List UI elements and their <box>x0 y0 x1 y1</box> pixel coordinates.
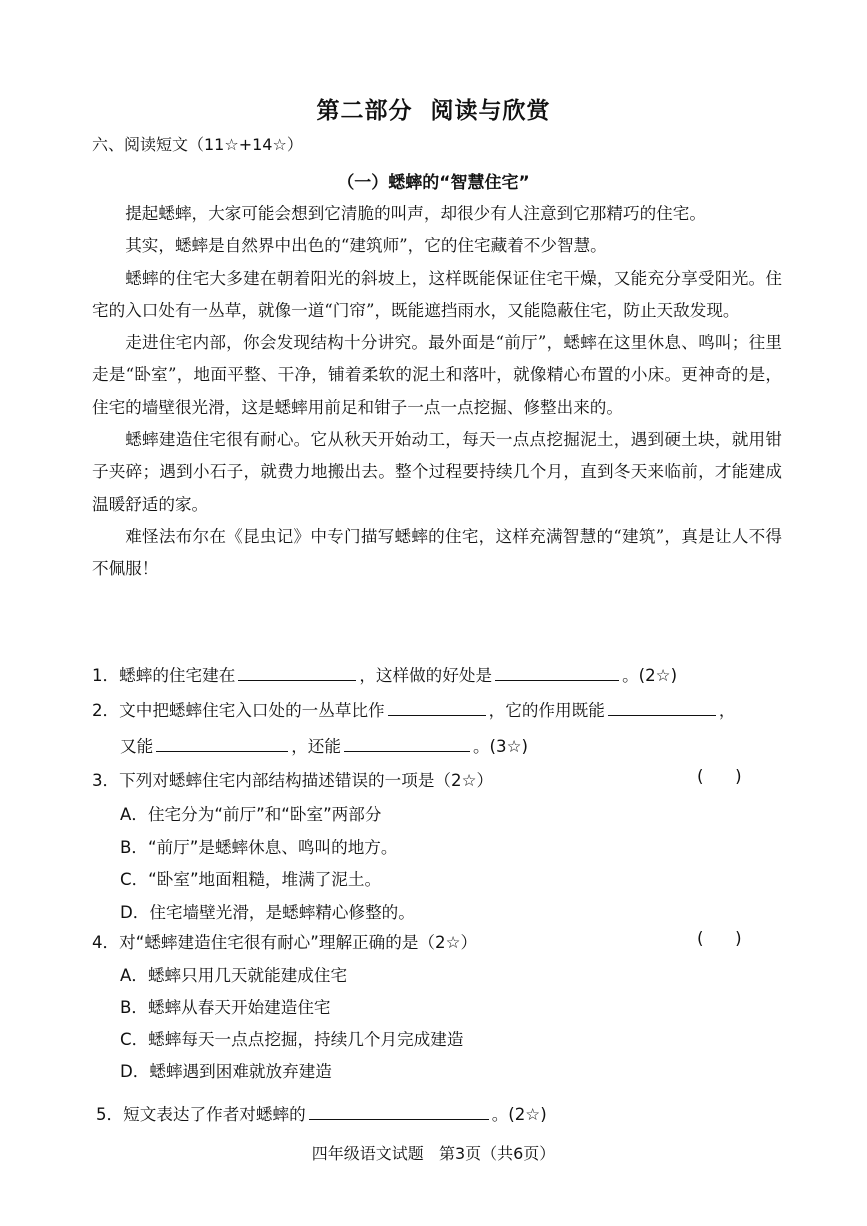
passage-paragraph: 走进住宅内部，你会发现结构十分讲究。最外面是“前厅”，蟋蟀在这里休息、鸣叫；往里走是“卧室”，地面平整、干净，铺着柔软的泥土和落叶，就像精心布置的小床。更神奇的是，住宅的墙壁很光滑，这是蟋蟀用前足和钳子一点一点挖掘、修整出来的。 <box>92 333 782 417</box>
q1-text-a: 1．蟋蟀的住宅建在 <box>92 666 236 685</box>
q2-answer-blank-1[interactable] <box>388 699 486 716</box>
part-title: 第二部分 阅读与欣赏 <box>316 98 551 124</box>
q3-answer-bracket[interactable]: ( ) <box>697 767 742 786</box>
q4-option-d[interactable]: D．蟋蟀遇到困难就放弃建造 <box>120 1062 332 1081</box>
q5-answer-blank[interactable] <box>309 1103 489 1120</box>
q2-text-a: 2．文中把蟋蟀住宅入口处的一丛草比作 <box>92 701 385 720</box>
reading-passage <box>92 198 782 586</box>
passage-paragraph: 其实，蟋蟀是自然界中出色的“建筑师”，它的住宅藏着不少智慧。 <box>125 236 607 256</box>
q2-text-b: ，它的作用既能 <box>488 701 605 720</box>
q1-answer-blank-2[interactable] <box>495 664 619 681</box>
question-5 <box>96 1101 547 1125</box>
q1-answer-blank-1[interactable] <box>238 664 356 681</box>
question-1 <box>92 662 677 686</box>
q1-text-c: 。(2☆) <box>622 666 678 685</box>
question-3: 3．下列对蟋蟀住宅内部结构描述错误的一项是（2☆） <box>92 771 494 790</box>
passage-paragraph: 蟋蟀的住宅大多建在朝着阳光的斜坡上，这样既能保证住宅干燥，又能充分享受阳光。住宅的入口处有一丛草，就像一道“门帘”，既能遮挡雨水，又能隐蔽住宅，防止天敌发现。 <box>92 268 782 320</box>
q4-option-b[interactable]: B．蟋蟀从春天开始建造住宅 <box>120 998 331 1017</box>
q2-text-d: 又能 <box>120 737 154 756</box>
passage-paragraph: 难怪法布尔在《昆虫记》中专门描写蟋蟀的住宅，这样充满智慧的“建筑”，真是让人不得不佩服！ <box>92 526 782 579</box>
q2-text-f: 。(3☆) <box>472 737 528 756</box>
section-title: 六、阅读短文（11☆+14☆） <box>92 135 303 154</box>
q3-option-b[interactable]: B．“前厅”是蟋蟀休息、鸣叫的地方。 <box>120 838 398 857</box>
q5-text-a: 5．短文表达了作者对蟋蟀的 <box>96 1105 306 1124</box>
q5-text-b: 。(2☆) <box>491 1105 547 1124</box>
q3-option-c[interactable]: C．“卧室”地面粗糙，堆满了泥土。 <box>120 870 382 889</box>
q1-text-b: ，这样做的好处是 <box>359 666 493 685</box>
passage-paragraph: 蟋蟀建造住宅很有耐心。它从秋天开始动工，每天一点点挖掘泥土，遇到硬土块，就用钳子夹碎；遇到小石子，就费力地搬出去。整个过程要持续几个月，直到冬天来临前，才能建成温暖舒适的家。 <box>92 430 782 514</box>
q2-text-c: ， <box>718 701 736 720</box>
q2-answer-blank-4[interactable] <box>344 735 470 752</box>
question-4: 4．对“蟋蟀建造住宅很有耐心”理解正确的是（2☆） <box>92 933 478 952</box>
q4-answer-bracket[interactable]: ( ) <box>697 929 742 948</box>
q2-text-e: ，还能 <box>291 737 341 756</box>
question-2 <box>92 697 735 721</box>
passage-title: （一）蟋蟀的“智慧住宅” <box>337 173 530 193</box>
q4-option-c[interactable]: C．蟋蟀每天一点点挖掘，持续几个月完成建造 <box>120 1030 464 1049</box>
question-2-continued <box>120 733 528 757</box>
q4-option-a[interactable]: A．蟋蟀只用几天就能建成住宅 <box>120 966 348 985</box>
q3-option-d[interactable]: D．住宅墙壁光滑，是蟋蟀精心修整的。 <box>120 903 415 922</box>
passage-paragraph: 提起蟋蟀，大家可能会想到它清脆的叫声，却很少有人注意到它那精巧的住宅。 <box>125 204 706 223</box>
q3-option-a[interactable]: A．住宅分为“前厅”和“卧室”两部分 <box>120 805 382 824</box>
page-footer: 四年级语文试题 第3页（共6页） <box>311 1144 556 1163</box>
q2-answer-blank-3[interactable] <box>156 735 288 752</box>
q2-answer-blank-2[interactable] <box>608 699 716 716</box>
